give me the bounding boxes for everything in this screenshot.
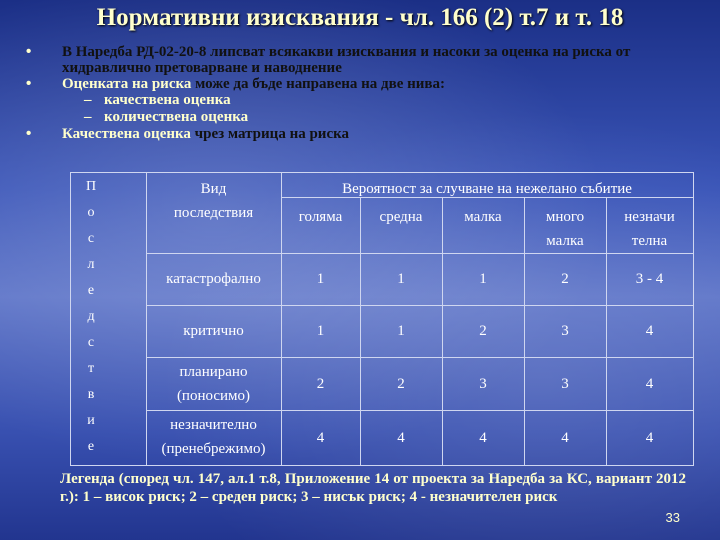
consequence-label: незначително (пренебрежимо) [161,417,266,457]
risk-value-cell: 1 [397,323,405,339]
slide-title: Нормативни изисквания - чл. 166 (2) т.7 и т. 18 [96,4,624,31]
risk-value-cell: 4 [645,429,654,446]
bullet-icon: • [26,75,32,92]
probability-column-header: незначи телна [624,209,675,249]
risk-value-cell: 4 [645,323,654,339]
bullet-text-2: може да бъде направена на две нива: [191,76,446,92]
bullet-highlight-2: Оценката на риска [62,76,192,92]
bullet-text-1: В Наредба РД-02-20-8 липсват всякакви изисквания и насоки за оценка на риска от хидравлично претоварване и наводнение [62,44,631,76]
probability-column-header: малка [464,209,502,225]
bullet-icon: • [26,125,32,142]
consequence-label: катастрофално [166,271,261,287]
sub-bullet-text-1: качествена оценка [104,92,231,108]
vertical-letter: т [87,361,95,376]
risk-matrix-table [70,172,694,466]
vertical-letter: П [85,179,97,194]
sub-bullet-1 [14,92,704,109]
risk-value-cell: 4 [645,375,654,392]
bullet-item-3 [14,126,704,142]
vertical-letter: и [87,413,95,428]
grid-line [146,410,693,411]
risk-value-cell: 4 [561,429,569,446]
risk-value-cell: 4 [479,429,487,446]
probability-column-header: голяма [298,209,343,225]
vertical-letter: е [87,283,95,298]
page-number: 33 [665,510,680,525]
risk-value-cell: 3 [561,375,569,392]
consequence-label: критично [183,323,244,339]
vertical-letter: е [87,439,95,454]
risk-value-cell: 1 [397,271,405,287]
vertical-letter: л [87,257,95,272]
vertical-letter: с [87,231,95,246]
probability-header: Вероятност за случване на нежелано събитие [342,181,632,197]
legend-text: Легенда (според чл. 147, ал.1 т.8, Приложение 14 от проекта за Наредба за КС, вариант 2012 г.): 1 – висок риск; 2 – среден риск; 3 – нисък риск; 4 - незначителен риск [60,471,686,505]
risk-value-cell: 1 [316,271,325,287]
risk-value-cell: 1 [316,323,325,339]
bullet-list [14,44,704,142]
sub-bullet-text-2: количествена оценка [104,109,249,125]
probability-column-header: много малка [545,209,585,249]
bullet-highlight-3: Качествена оценка [62,126,191,142]
vertical-letter: с [87,335,95,350]
risk-value-cell: 2 [479,323,487,339]
probability-column-header: средна [379,209,423,225]
risk-value-cell: 2 [397,375,405,392]
vertical-letter: д [87,309,95,324]
bullet-icon: • [26,43,32,60]
risk-value-cell: 3 [561,323,569,339]
kind-header: Вид последствия [173,181,254,221]
risk-value-cell: 2 [561,271,569,287]
grid-line [146,253,693,254]
bullet-item-1 [14,44,704,76]
bullet-item-2 [14,76,704,92]
consequence-label: планирано (поносимо) [176,364,251,404]
vertical-letter: о [87,205,95,220]
risk-value-cell: 3 - 4 [635,271,664,287]
grid-line [146,357,693,358]
grid-line [146,305,693,306]
dash-icon: – [84,109,92,125]
dash-icon: – [84,92,92,108]
risk-value-cell: 3 [479,375,487,392]
bullet-text-3: чрез матрица на риска [190,126,350,142]
sub-bullet-2 [14,109,704,126]
risk-value-cell: 4 [316,429,325,446]
vertical-letter: в [87,387,95,402]
risk-value-cell: 2 [316,375,325,392]
risk-value-cell: 1 [479,271,487,287]
risk-value-cell: 4 [397,429,405,446]
